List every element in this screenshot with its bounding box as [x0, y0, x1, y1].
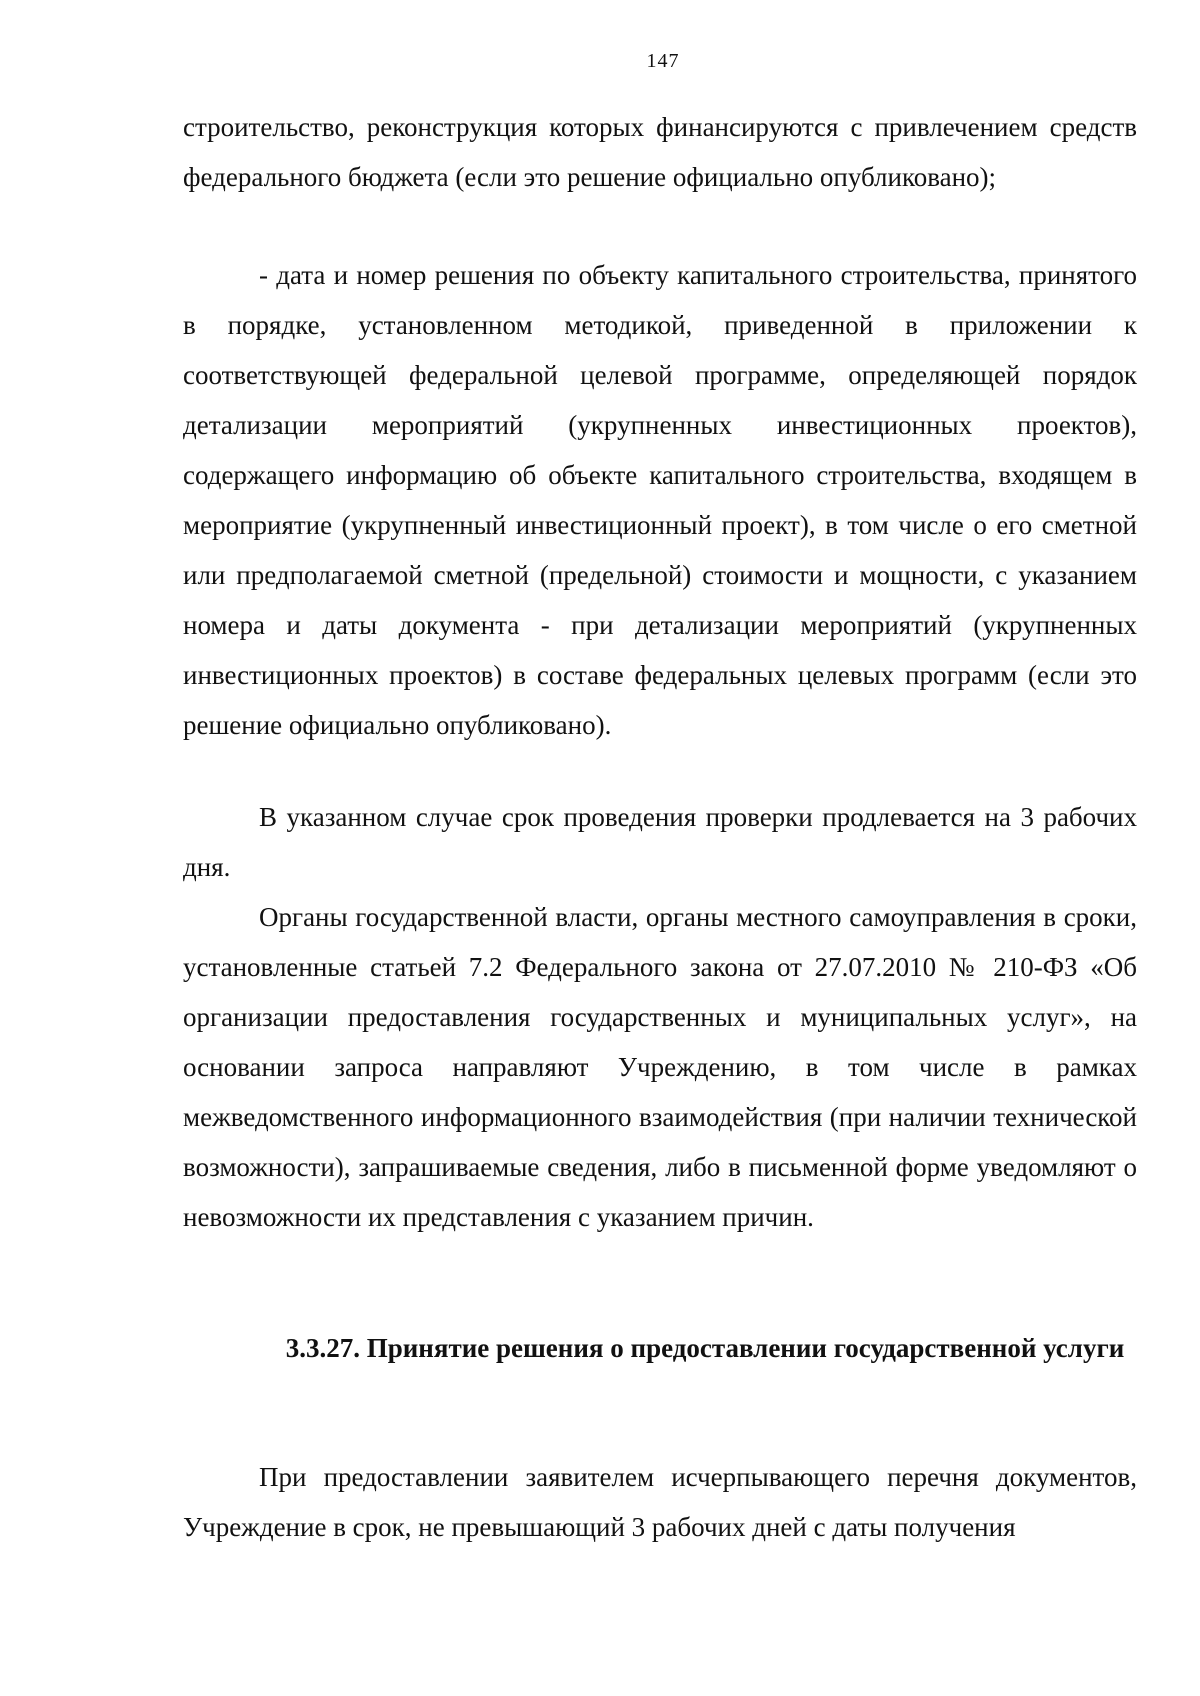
paragraph-text: При предоставлении заявителем исчерпывающего перечня документов, Учреждение в срок, не превышающий 3 рабочих дней с даты получения [183, 1462, 1137, 1542]
paragraph-text: Органы государственной власти, органы местного самоуправления в сроки, установленные статьей 7.2 Федерального закона от 27.07.2010 № 210-ФЗ «Об организации предоставления государственных и муниципальных услуг», на основании запроса направляют Учреждению, в том числе в рамках межведомственного информационного взаимодействия (при наличии технической возможности), запрашиваемые сведения, либо в письменной форме уведомляют о невозможности их представления с указанием причин. [183, 902, 1137, 1232]
paragraph-text: В указанном случае срок проведения проверки продлевается на 3 рабочих дня. [183, 802, 1137, 882]
page-number: 147 [646, 50, 680, 72]
paragraph-check-extension [183, 792, 1137, 892]
section-heading: 3.3.27. Принятие решения о предоставлении государственной услуги [285, 1333, 1125, 1363]
paragraph-text: строительство, реконструкция которых финансируются с привлечением средств федерального бюджета (если это решение официально опубликовано); [183, 112, 1137, 192]
paragraph-continuation [183, 102, 1137, 202]
paragraph-decision-procedure [183, 1452, 1137, 1552]
paragraph-authorities-response [183, 892, 1137, 1242]
paragraph-capital-construction-decision [183, 250, 1137, 750]
paragraph-text: - дата и номер решения по объекту капитального строительства, принятого в порядке, установленном методикой, приведенной в приложении к соответствующей федеральной целевой программе, определяющей порядок детализации мероприятий (укрупненных инвестиционных проектов), содержащего информацию об объекте капитального строительства, входящем в мероприятие (укрупненный инвестиционный проект), в том числе о его сметной или предполагаемой сметной (предельной) стоимости и мощности, с указанием номера и даты документа - при детализации мероприятий (укрупненных инвестиционных проектов) в составе федеральных целевых программ (если это решение официально опубликовано). [183, 260, 1137, 740]
